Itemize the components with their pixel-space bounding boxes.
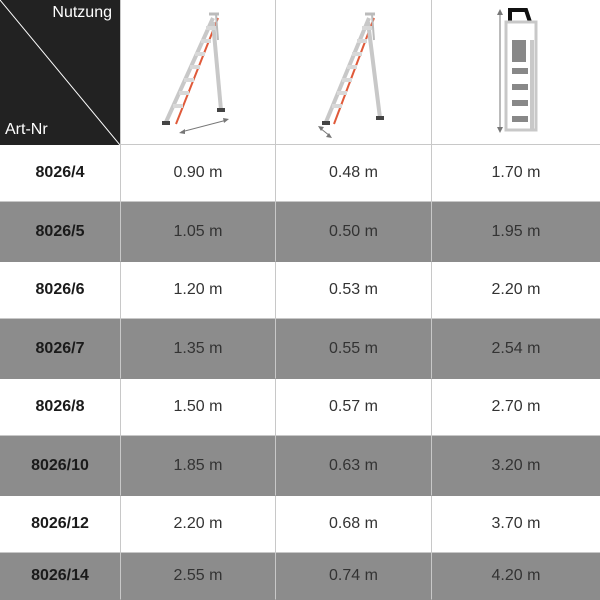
value-cell: 0.57 m [275, 379, 431, 436]
art-nr-header-label: Art-Nr [5, 121, 48, 138]
value-cell: 0.63 m [275, 436, 431, 496]
column-header-depth [275, 0, 431, 145]
value-cell: 1.35 m [120, 319, 275, 379]
art-nr-text: 8026/10 [31, 456, 89, 474]
value-cell: 0.55 m [275, 319, 431, 379]
art-nr-text: 8026/12 [31, 515, 89, 532]
value-cell: 1.70 m [431, 145, 600, 202]
value-cell: 3.20 m [431, 436, 600, 496]
table-corner-header [0, 0, 120, 145]
ladder-depth-icon [276, 0, 431, 144]
art-nr-cell [0, 436, 120, 496]
art-nr-cell [0, 202, 120, 262]
value-cell: 2.54 m [431, 319, 600, 379]
art-nr-text: 8026/14 [31, 567, 89, 584]
value-cell: 4.20 m [431, 553, 600, 600]
value-cell: 2.20 m [431, 262, 600, 319]
value-cell: 0.90 m [120, 145, 275, 202]
value-cell: 2.20 m [120, 496, 275, 553]
art-nr-cell [0, 319, 120, 379]
column-header-working-height [120, 0, 275, 145]
value-cell: 1.85 m [120, 436, 275, 496]
usage-header-label: Nutzung [52, 4, 112, 21]
value-cell: 2.55 m [120, 553, 275, 600]
value-cell: 0.50 m [275, 202, 431, 262]
value-cell: 3.70 m [431, 496, 600, 553]
value-cell: 1.95 m [431, 202, 600, 262]
art-nr-text: 8026/7 [35, 339, 85, 357]
art-nr-text: 8026/8 [35, 398, 85, 415]
art-nr-cell [0, 496, 120, 553]
column-header-folded-height [431, 0, 600, 145]
ladder-folded-height-icon [432, 0, 600, 144]
value-cell: 1.50 m [120, 379, 275, 436]
art-nr-text: 8026/6 [35, 281, 85, 298]
value-cell: 0.68 m [275, 496, 431, 553]
value-cell: 1.20 m [120, 262, 275, 319]
value-cell: 1.05 m [120, 202, 275, 262]
value-cell: 0.74 m [275, 553, 431, 600]
art-nr-cell [0, 379, 120, 436]
ladder-height-icon [121, 0, 275, 144]
art-nr-cell [0, 553, 120, 600]
value-cell: 0.48 m [275, 145, 431, 202]
art-nr-cell [0, 262, 120, 319]
art-nr-text: 8026/5 [35, 222, 85, 240]
value-cell: 0.53 m [275, 262, 431, 319]
value-cell: 2.70 m [431, 379, 600, 436]
art-nr-cell: 8026/4 [0, 145, 120, 202]
